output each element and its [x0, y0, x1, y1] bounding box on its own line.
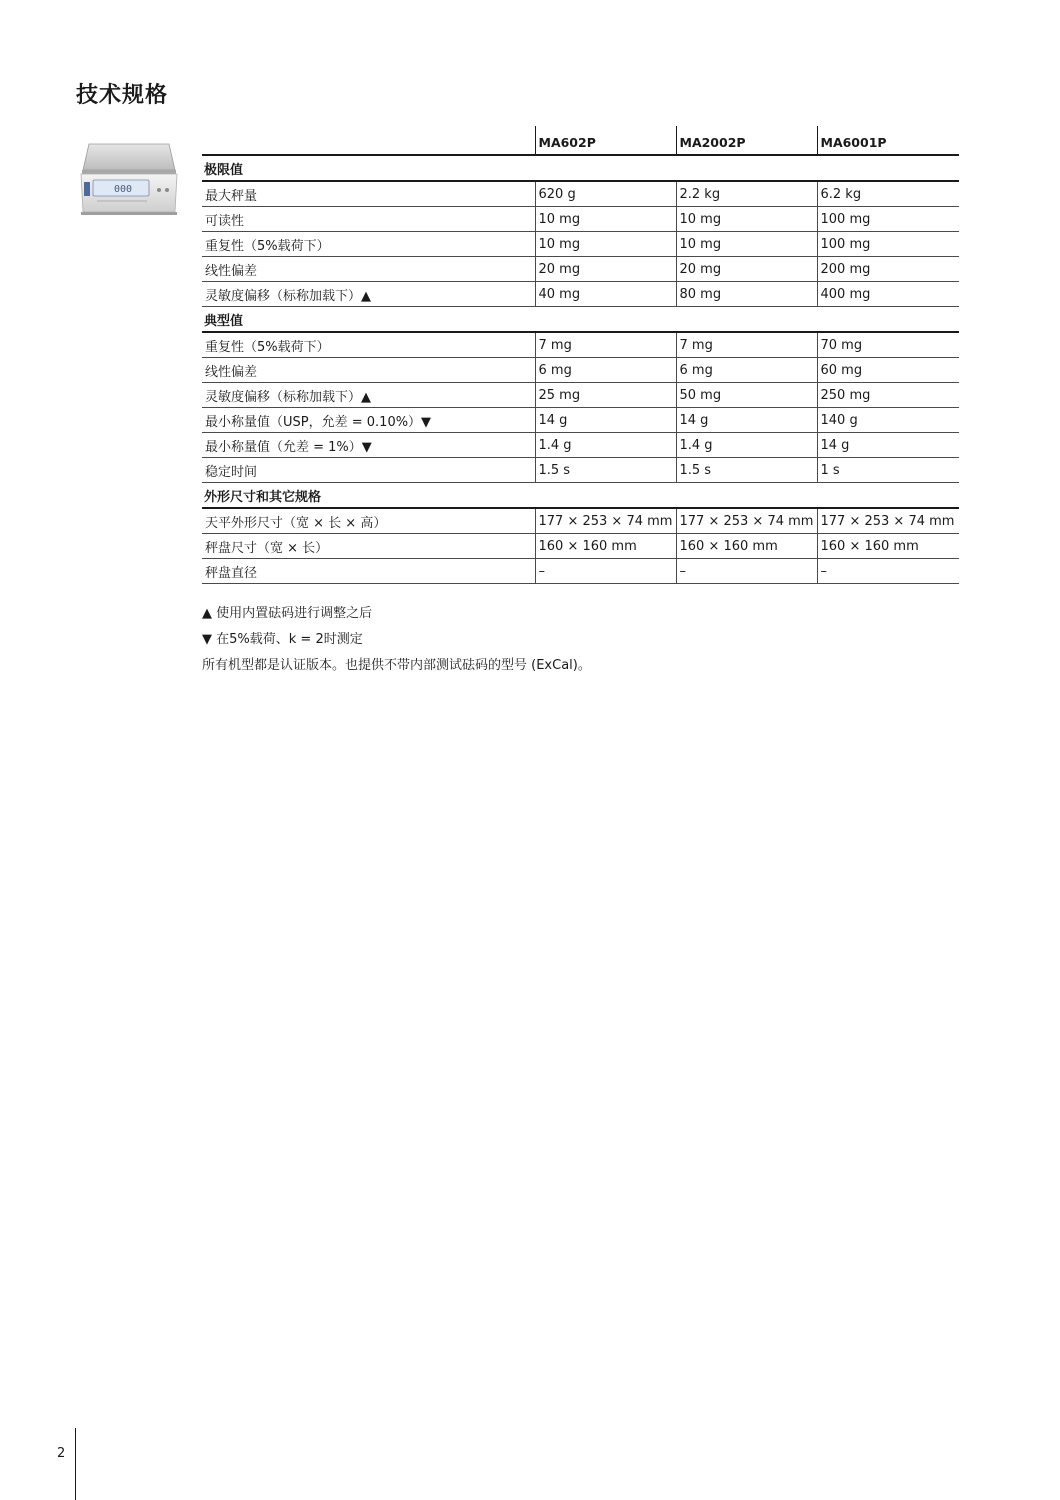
table-row [202, 332, 959, 358]
spec-label: 最小称量值（USP，允差 = 0.10%）▼ [202, 408, 535, 433]
spec-value-ma6001p: 200 mg [817, 257, 959, 282]
spec-label: 线性偏差 [202, 257, 535, 282]
spec-label: 最小称量值（允差 = 1%）▼ [202, 433, 535, 458]
table-row [202, 508, 959, 534]
specifications-table-body [202, 155, 959, 584]
table-row [202, 232, 959, 257]
model-header-ma602p: MA602P [535, 126, 676, 155]
table-row [202, 534, 959, 559]
section-header-row [202, 483, 959, 509]
spec-value-ma602p: 7 mg [535, 332, 676, 358]
spec-value-ma602p: 25 mg [535, 383, 676, 408]
section-title: 极限值 [202, 155, 959, 181]
spec-value-ma6001p: 60 mg [817, 358, 959, 383]
spec-value-ma2002p: 2.2 kg [676, 181, 817, 207]
footnote-adjustment: ▲ 使用内置砝码进行调整之后 [202, 606, 373, 621]
spec-label: 重复性（5%载荷下） [202, 332, 535, 358]
spec-value-ma2002p: 80 mg [676, 282, 817, 307]
spec-value-ma602p: – [535, 559, 676, 584]
spec-value-ma602p: 620 g [535, 181, 676, 207]
spec-value-ma2002p: 20 mg [676, 257, 817, 282]
section-header-row [202, 307, 959, 333]
spec-value-ma2002p: 14 g [676, 408, 817, 433]
spec-value-ma6001p: 14 g [817, 433, 959, 458]
table-row [202, 559, 959, 584]
spec-value-ma602p: 1.4 g [535, 433, 676, 458]
spec-value-ma602p: 10 mg [535, 232, 676, 257]
section-title: 外形尺寸和其它规格 [202, 483, 959, 509]
spec-label: 秤盘直径 [202, 559, 535, 584]
spec-value-ma2002p: 1.4 g [676, 433, 817, 458]
spec-label: 可读性 [202, 207, 535, 232]
table-row [202, 408, 959, 433]
spec-value-ma2002p: 10 mg [676, 207, 817, 232]
spec-value-ma602p: 177 × 253 × 74 mm [535, 508, 676, 534]
spec-label: 灵敏度偏移（标称加载下）▲ [202, 383, 535, 408]
spec-value-ma6001p: 140 g [817, 408, 959, 433]
spec-label: 灵敏度偏移（标称加载下）▲ [202, 282, 535, 307]
spec-label: 天平外形尺寸（宽 × 长 × 高） [202, 508, 535, 534]
spec-value-ma602p: 6 mg [535, 358, 676, 383]
spec-value-ma2002p: 7 mg [676, 332, 817, 358]
spec-value-ma2002p: 10 mg [676, 232, 817, 257]
table-row [202, 257, 959, 282]
spec-value-ma2002p: 1.5 s [676, 458, 817, 483]
spec-value-ma2002p: 160 × 160 mm [676, 534, 817, 559]
spec-value-ma6001p: 6.2 kg [817, 181, 959, 207]
spec-label: 重复性（5%载荷下） [202, 232, 535, 257]
spec-value-ma6001p: – [817, 559, 959, 584]
spec-label: 最大秤量 [202, 181, 535, 207]
spec-value-ma6001p: 100 mg [817, 207, 959, 232]
page-number-rule [75, 1428, 76, 1500]
spec-value-ma6001p: 160 × 160 mm [817, 534, 959, 559]
footnote-measurement: ▼ 在5%载荷、k = 2时测定 [202, 632, 363, 647]
section-title: 典型值 [202, 307, 959, 333]
table-row [202, 358, 959, 383]
spec-label: 线性偏差 [202, 358, 535, 383]
spec-value-ma602p: 160 × 160 mm [535, 534, 676, 559]
page-number: 2 [57, 1446, 66, 1461]
spec-value-ma602p: 14 g [535, 408, 676, 433]
spec-value-ma6001p: 70 mg [817, 332, 959, 358]
section-header-row [202, 155, 959, 181]
spec-value-ma2002p: – [676, 559, 817, 584]
spec-value-ma602p: 20 mg [535, 257, 676, 282]
spec-value-ma6001p: 100 mg [817, 232, 959, 257]
header-blank-cell [202, 126, 535, 155]
spec-value-ma602p: 40 mg [535, 282, 676, 307]
spec-label: 稳定时间 [202, 458, 535, 483]
footnotes [202, 601, 591, 679]
precision-balance-image [79, 140, 179, 218]
spec-value-ma6001p: 1 s [817, 458, 959, 483]
balance-display-reading: 000 [113, 184, 133, 195]
table-row [202, 433, 959, 458]
spec-label: 秤盘尺寸（宽 × 长） [202, 534, 535, 559]
page-title: 技术规格 [76, 83, 169, 108]
spec-value-ma6001p: 250 mg [817, 383, 959, 408]
spec-value-ma6001p: 400 mg [817, 282, 959, 307]
spec-value-ma602p: 10 mg [535, 207, 676, 232]
spec-value-ma2002p: 50 mg [676, 383, 817, 408]
spec-value-ma6001p: 177 × 253 × 74 mm [817, 508, 959, 534]
model-header-ma6001p: MA6001P [817, 126, 959, 155]
spec-value-ma2002p: 6 mg [676, 358, 817, 383]
spec-value-ma602p: 1.5 s [535, 458, 676, 483]
table-row [202, 282, 959, 307]
model-header-ma2002p: MA2002P [676, 126, 817, 155]
table-row [202, 181, 959, 207]
table-row [202, 383, 959, 408]
specifications-table [202, 126, 959, 584]
table-header-row [202, 126, 959, 155]
table-row [202, 458, 959, 483]
footnote-certified-versions: 所有机型都是认证版本。也提供不带内部测试砝码的型号 (ExCal)。 [202, 658, 591, 673]
spec-value-ma2002p: 177 × 253 × 74 mm [676, 508, 817, 534]
table-row [202, 207, 959, 232]
